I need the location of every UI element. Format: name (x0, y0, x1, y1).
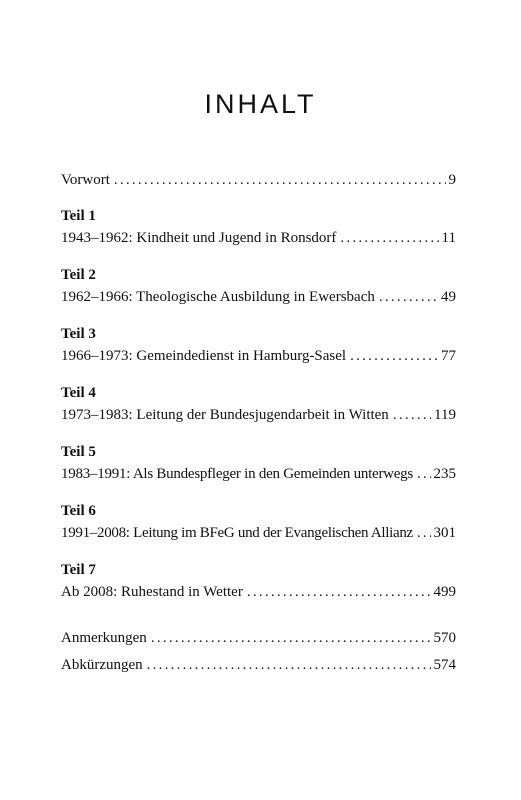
dot-leader (340, 227, 438, 249)
toc-page-number: 9 (448, 172, 456, 188)
dot-leader (151, 627, 431, 649)
part-heading: Teil 3 (61, 326, 96, 342)
dot-leader (114, 169, 446, 191)
toc-entry (61, 227, 456, 249)
page-title: INHALT (204, 89, 317, 119)
part-heading: Teil 4 (61, 385, 96, 401)
dot-leader (247, 581, 431, 603)
toc-page-number: 499 (433, 584, 456, 600)
part-heading: Teil 2 (61, 267, 96, 283)
toc-entry-label: 1943–1962: Kindheit und Jugend in Ronsdorf (61, 230, 337, 246)
toc-entry-preface (61, 169, 456, 191)
dot-leader (147, 654, 431, 676)
toc-page-number: 574 (433, 657, 456, 673)
toc-part-1 (61, 205, 456, 249)
toc-entry (61, 404, 456, 426)
toc-part-2 (61, 264, 456, 308)
toc-entry-abbreviations (61, 654, 456, 676)
part-heading: Teil 1 (61, 208, 96, 224)
part-heading: Teil 6 (61, 503, 96, 519)
toc-page-number: 77 (441, 348, 456, 364)
toc-page-number: 119 (434, 407, 456, 423)
toc-entry (61, 581, 456, 603)
toc-entry-label: Vorwort (61, 172, 110, 188)
toc-entry-label: 1991–2008: Leitung im BFeG und der Evangelischen Allianz (61, 525, 413, 541)
toc-part-5 (61, 441, 456, 485)
toc-page-number: 570 (433, 630, 456, 646)
toc-entry-label: Anmerkungen (61, 630, 147, 646)
dot-leader (417, 463, 430, 485)
part-heading: Teil 5 (61, 444, 96, 460)
dot-leader (350, 345, 438, 367)
toc-part-6 (61, 500, 456, 544)
part-heading: Teil 7 (61, 562, 96, 578)
toc-entry-label: 1973–1983: Leitung der Bundesjugendarbeit in Witten (61, 407, 389, 423)
toc-entry (61, 345, 456, 367)
toc-entry-label: 1966–1973: Gemeindedienst in Hamburg-Sasel (61, 348, 347, 364)
toc-entry-label: 1983–1991: Als Bundespfleger in den Gemeinden unterwegs (61, 466, 414, 482)
toc-entry-label: Abkürzungen (61, 657, 143, 673)
toc-part-4 (61, 382, 456, 426)
toc-page-number: 11 (441, 230, 456, 246)
dot-leader (379, 286, 438, 308)
toc-entry-label: 1962–1966: Theologische Ausbildung in Ewersbach (61, 289, 375, 305)
toc-part-3 (61, 323, 456, 367)
toc-part-7 (61, 559, 456, 603)
dot-leader (393, 404, 431, 426)
dot-leader (417, 522, 431, 544)
toc-entry (61, 463, 456, 485)
toc-page-number: 49 (441, 289, 456, 305)
toc-page-number: 235 (433, 466, 456, 482)
toc-entry (61, 522, 456, 544)
toc-entry (61, 286, 456, 308)
toc-entry-notes (61, 627, 456, 649)
toc-page-number: 301 (433, 525, 456, 541)
toc-entry-label: Ab 2008: Ruhestand in Wetter (61, 584, 243, 600)
